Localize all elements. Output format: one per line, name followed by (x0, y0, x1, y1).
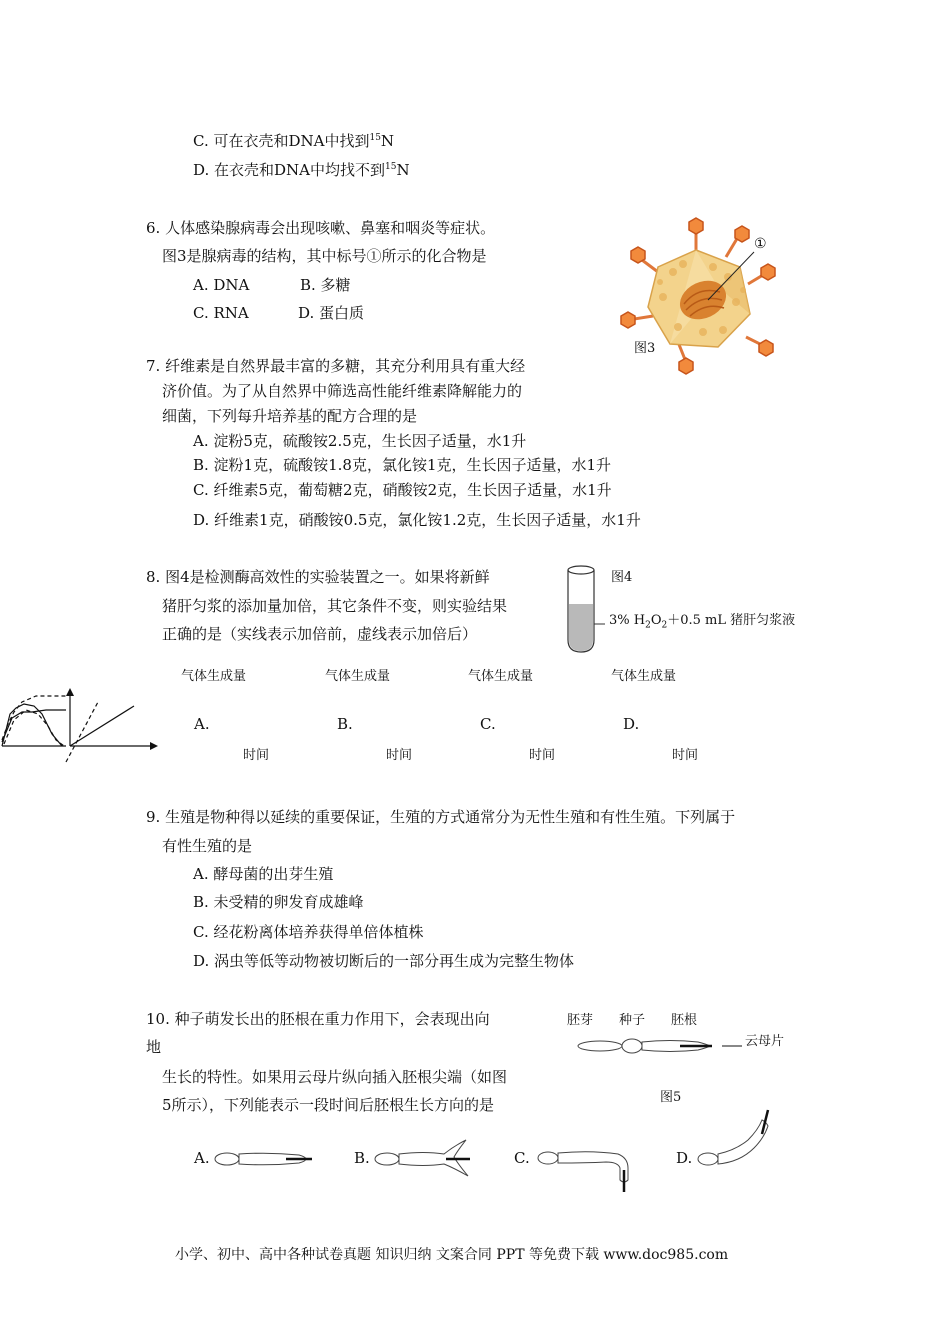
graph-option-b: B. (337, 715, 353, 733)
q6-option-b: B. 多糖 (300, 276, 351, 294)
seedling-figure (580, 1036, 745, 1058)
q6-option-c: C. RNA (193, 304, 249, 322)
tube-label-mid: O (650, 613, 662, 628)
fig3-marker: ① (754, 236, 767, 252)
tube-label-post: ＋0.5 mL 猪肝匀浆液 (667, 613, 796, 628)
q7-option-c: C. 纤维素5克，葡萄糖2克，硝酸铵2克，生长因子适量，水1升 (193, 481, 612, 499)
q8-stem-line2: 猪肝匀浆的添加量加倍，其它条件不变，则实验结果 (162, 597, 508, 615)
graph-option-c: C. (480, 715, 496, 733)
q5-option-c-text: C. 可在衣壳和DNA中找到 (193, 132, 370, 150)
q9-option-c: C. 经花粉离体培养获得单倍体植株 (193, 923, 424, 941)
q6-option-a: A. DNA (193, 276, 250, 294)
graph-fragments (0, 684, 160, 764)
q8-stem-line1: 8. 图4是检测酶高效性的实验装置之一。如果将新鲜 (146, 568, 490, 586)
q9-stem-line2: 有性生殖的是 (162, 837, 253, 855)
q10-option-b: B. (354, 1149, 370, 1167)
page-footer: 小学、初中、高中各种试卷真题 知识归纳 文案合同 PPT 等免费下载 www.doc985.com (175, 1247, 729, 1263)
q10-option-a: A. (194, 1149, 210, 1167)
q5-option-c-sup: 15 (369, 133, 381, 143)
graph-b-xlabel: 时间 (386, 748, 413, 763)
seedling-option-a (214, 1148, 314, 1170)
fig3-label: 图3 (634, 341, 656, 356)
graph-option-d: D. (623, 715, 640, 733)
graph-d-ylabel: 气体生成量 (611, 669, 677, 684)
q5-option-d-post: N (396, 161, 410, 179)
q7-option-a: A. 淀粉5克，硫酸铵2.5克，生长因子适量，水1升 (193, 432, 527, 450)
graph-c-xlabel: 时间 (529, 748, 556, 763)
q7-stem-line1: 7. 纤维素是自然界最丰富的多糖，其充分利用具有重大经 (146, 357, 526, 375)
q6-stem-line2: 图3是腺病毒的结构，其中标号①所示的化合物是 (162, 247, 487, 265)
q5-option-d-text: D. 在衣壳和DNA中均找不到 (193, 161, 386, 179)
q9-option-d: D. 涡虫等低等动物被切断后的一部分再生成为完整生物体 (193, 952, 575, 970)
q9-option-b: B. 未受精的卵发育成雄峰 (193, 893, 364, 911)
q5-option-d-sup: 15 (385, 162, 397, 172)
fig5-root-label: 胚根 (671, 1013, 698, 1028)
q10-stem-line2: 地 (146, 1038, 162, 1056)
q9-option-a: A. 酵母菌的出芽生殖 (193, 865, 334, 883)
q9-stem-line1: 9. 生殖是物种得以延续的重要保证，生殖的方式通常分为无性生殖和有性生殖。下列属于 (146, 808, 736, 826)
fig5-seed-label: 种子 (619, 1013, 646, 1028)
tube-label-pre: 3% H (609, 613, 646, 628)
q10-stem-line4: 5所示），下列能表示一段时间后胚根生长方向的是 (162, 1096, 495, 1114)
fig5-label: 图5 (660, 1090, 682, 1105)
q5-option-c-post: N (380, 132, 395, 150)
fig5-sprout-label: 胚芽 (567, 1013, 594, 1028)
q7-stem-line2: 济价值。为了从自然界中筛选高性能纤维素降解能力的 (162, 382, 523, 400)
test-tube-figure (565, 564, 605, 656)
q10-option-c: C. (514, 1149, 530, 1167)
seedling-option-b (374, 1138, 474, 1178)
fig4-label: 图4 (611, 570, 633, 585)
q10-stem-line1: 10. 种子萌发长出的胚根在重力作用下，会表现出向 (146, 1010, 490, 1028)
q10-stem-line3: 生长的特性。如果用云母片纵向插入胚根尖端（如图 (162, 1068, 508, 1086)
q10-option-d: D. (676, 1149, 693, 1167)
q7-option-b: B. 淀粉1克，硫酸铵1.8克，氯化铵1克，生长因子适量，水1升 (193, 456, 612, 474)
tube-contents-label (609, 611, 795, 631)
graph-option-a: A. (194, 715, 210, 733)
q7-stem-line3: 细菌，下列每升培养基的配方合理的是 (162, 407, 418, 425)
graph-d-xlabel: 时间 (672, 748, 699, 763)
q7-option-d: D. 纤维素1克，硝酸铵0.5克，氯化铵1.2克，生长因子适量，水1升 (193, 511, 641, 529)
graph-a-xlabel: 时间 (243, 748, 270, 763)
q8-stem-line3: 正确的是（实线表示加倍前，虚线表示加倍后） (162, 625, 478, 643)
q5-option-c (193, 131, 394, 151)
seedling-option-d (696, 1108, 776, 1168)
fig5-mica-label: 云母片 (745, 1034, 785, 1049)
tube-label-sub2: 2 (661, 620, 668, 631)
q6-option-d: D. 蛋白质 (298, 304, 365, 322)
seedling-option-c (536, 1146, 636, 1196)
graph-b-ylabel: 气体生成量 (325, 669, 391, 684)
q5-option-d (193, 160, 410, 180)
graph-c-ylabel: 气体生成量 (468, 669, 534, 684)
graph-a-ylabel: 气体生成量 (181, 669, 247, 684)
tube-label-sub1: 2 (645, 620, 651, 631)
q6-stem-line1: 6. 人体感染腺病毒会出现咳嗽、鼻塞和咽炎等症状。 (146, 219, 496, 237)
